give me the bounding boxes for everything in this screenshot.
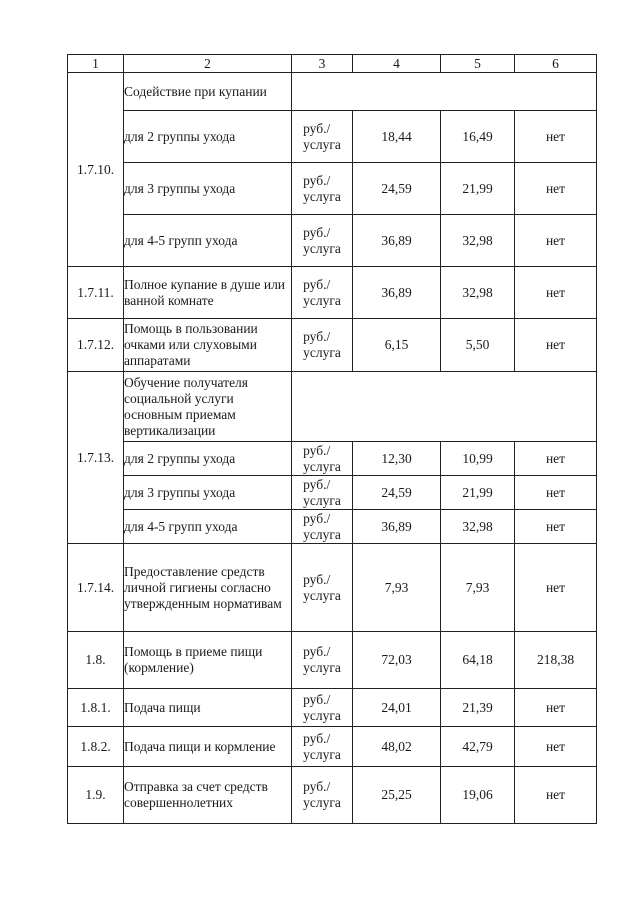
table-row bbox=[68, 442, 597, 476]
item-name: Подача пищи и кормление bbox=[124, 727, 292, 767]
value-col6: нет bbox=[515, 510, 597, 544]
value-col4: 36,89 bbox=[353, 267, 441, 319]
value-col6: нет bbox=[515, 111, 597, 163]
table-row bbox=[68, 73, 597, 111]
item-name: Подача пищи bbox=[124, 689, 292, 727]
item-code: 1.8. bbox=[68, 632, 124, 689]
header-cell: 5 bbox=[441, 55, 515, 73]
item-code: 1.7.11. bbox=[68, 267, 124, 319]
item-code: 1.9. bbox=[68, 767, 124, 824]
value-col5: 21,39 bbox=[441, 689, 515, 727]
value-col4: 18,44 bbox=[353, 111, 441, 163]
item-name: для 2 группы ухода bbox=[124, 442, 292, 476]
header-row bbox=[68, 55, 597, 73]
value-col5: 32,98 bbox=[441, 215, 515, 267]
value-col6: нет bbox=[515, 767, 597, 824]
table-row bbox=[68, 727, 597, 767]
item-code: 1.7.12. bbox=[68, 319, 124, 372]
header-cell: 1 bbox=[68, 55, 124, 73]
value-col4: 25,25 bbox=[353, 767, 441, 824]
unit-label: руб./ услуга bbox=[303, 779, 341, 810]
value-col5: 19,06 bbox=[441, 767, 515, 824]
item-name: для 3 группы ухода bbox=[124, 163, 292, 215]
value-col5: 10,99 bbox=[441, 442, 515, 476]
table-row bbox=[68, 544, 597, 632]
unit-label: руб./ услуга bbox=[303, 510, 341, 542]
value-col5: 42,79 bbox=[441, 727, 515, 767]
item-name: Помощь в приеме пищи (кормление) bbox=[124, 632, 292, 689]
table-row bbox=[68, 111, 597, 163]
unit-label: руб./ услуга bbox=[303, 120, 341, 152]
empty-cell bbox=[292, 372, 597, 442]
value-col4: 36,89 bbox=[353, 510, 441, 544]
header-cell: 4 bbox=[353, 55, 441, 73]
value-col4: 7,93 bbox=[353, 544, 441, 632]
unit-label: руб./ услуга bbox=[303, 442, 341, 474]
value-col4: 48,02 bbox=[353, 727, 441, 767]
value-col4: 12,30 bbox=[353, 442, 441, 476]
unit-label: руб./ услуга bbox=[303, 224, 341, 256]
value-col6: нет bbox=[515, 267, 597, 319]
table-row bbox=[68, 689, 597, 727]
item-name: для 2 группы ухода bbox=[124, 111, 292, 163]
value-col6: нет bbox=[515, 442, 597, 476]
header-cell: 3 bbox=[292, 55, 353, 73]
table-row bbox=[68, 163, 597, 215]
value-col5: 32,98 bbox=[441, 267, 515, 319]
value-col4: 24,59 bbox=[353, 163, 441, 215]
table-row bbox=[68, 267, 597, 319]
item-code: 1.7.13. bbox=[68, 372, 124, 544]
item-code: 1.7.10. bbox=[68, 73, 124, 267]
item-name: Полное купание в душе или ванной комнате bbox=[124, 267, 292, 319]
value-col6: нет bbox=[515, 727, 597, 767]
table-row bbox=[68, 215, 597, 267]
value-col6: 218,38 bbox=[515, 632, 597, 689]
value-col5: 21,99 bbox=[441, 163, 515, 215]
unit-label: руб./ услуга bbox=[303, 644, 341, 675]
value-col6: нет bbox=[515, 476, 597, 510]
value-col4: 6,15 bbox=[353, 319, 441, 372]
item-name: для 4-5 групп ухода bbox=[124, 215, 292, 267]
unit-label: руб./ услуга bbox=[303, 276, 341, 308]
table-row bbox=[68, 372, 597, 442]
header-cell: 2 bbox=[124, 55, 292, 73]
value-col6: нет bbox=[515, 319, 597, 372]
value-col4: 36,89 bbox=[353, 215, 441, 267]
item-title: Обучение получателя социальной услуги основным приемам вертикализации bbox=[124, 372, 292, 442]
value-col4: 24,59 bbox=[353, 476, 441, 510]
item-code: 1.8.2. bbox=[68, 727, 124, 767]
unit-label: руб./ услуга bbox=[303, 476, 341, 508]
value-col5: 16,49 bbox=[441, 111, 515, 163]
value-col5: 21,99 bbox=[441, 476, 515, 510]
unit-label: руб./ услуга bbox=[303, 691, 341, 723]
tariff-table bbox=[67, 54, 597, 824]
value-col5: 64,18 bbox=[441, 632, 515, 689]
table-row bbox=[68, 319, 597, 372]
value-col6: нет bbox=[515, 689, 597, 727]
unit-label: руб./ услуга bbox=[303, 329, 341, 360]
unit-label: руб./ услуга bbox=[303, 730, 341, 762]
unit-label: руб./ услуга bbox=[303, 172, 341, 204]
item-code: 1.7.14. bbox=[68, 544, 124, 632]
empty-cell bbox=[292, 73, 597, 111]
value-col5: 5,50 bbox=[441, 319, 515, 372]
value-col5: 7,93 bbox=[441, 544, 515, 632]
value-col4: 72,03 bbox=[353, 632, 441, 689]
unit-label: руб./ услуга bbox=[303, 571, 341, 603]
value-col6: нет bbox=[515, 215, 597, 267]
value-col6: нет bbox=[515, 544, 597, 632]
table-row bbox=[68, 510, 597, 544]
table-row bbox=[68, 476, 597, 510]
item-name: Предоставление средств личной гигиены согласно утвержденным нормативам bbox=[124, 544, 292, 632]
value-col4: 24,01 bbox=[353, 689, 441, 727]
table-row bbox=[68, 632, 597, 689]
item-name: для 3 группы ухода bbox=[124, 476, 292, 510]
item-code: 1.8.1. bbox=[68, 689, 124, 727]
table-row bbox=[68, 767, 597, 824]
item-name: Отправка за счет средств совершеннолетних bbox=[124, 767, 292, 824]
value-col6: нет bbox=[515, 163, 597, 215]
item-title: Содействие при купании bbox=[124, 73, 292, 111]
header-cell: 6 bbox=[515, 55, 597, 73]
item-name: для 4-5 групп ухода bbox=[124, 510, 292, 544]
value-col5: 32,98 bbox=[441, 510, 515, 544]
item-name: Помощь в пользовании очками или слуховыми аппаратами bbox=[124, 319, 292, 372]
